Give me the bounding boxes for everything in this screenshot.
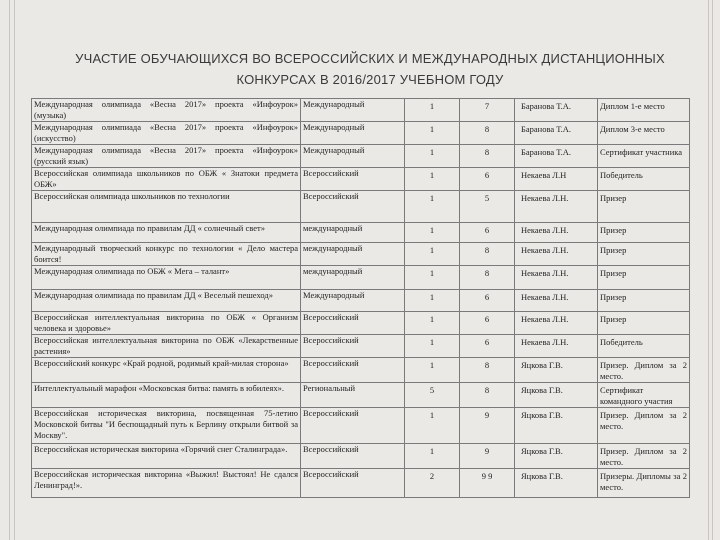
contest-name-cell: Международная олимпиада по ОБЖ « Мега – талант» (32, 266, 301, 290)
level-cell: международный (301, 266, 405, 290)
participants-count-cell: 1 (405, 168, 460, 191)
table-row (32, 358, 690, 383)
level-cell: Всероссийский (301, 168, 405, 191)
level-cell: Всероссийский (301, 444, 405, 469)
contest-name-cell: Международный творческий конкурс по технологии « Дело мастера боится! (32, 243, 301, 266)
grade-cell: 6 (460, 168, 515, 191)
grade-cell: 9 (460, 444, 515, 469)
table-row (32, 168, 690, 191)
contest-name-cell: Всероссийская интеллектуальная викторина по ОБЖ « Организм человека и здоровье» (32, 312, 301, 335)
grade-cell: 8 (460, 122, 515, 145)
result-cell: Призер (598, 266, 690, 290)
table-row (32, 223, 690, 243)
participants-count-cell: 1 (405, 99, 460, 122)
grade-cell: 7 (460, 99, 515, 122)
level-cell: международный (301, 243, 405, 266)
teacher-cell: Некаева Л.Н. (515, 335, 598, 358)
table-row (32, 444, 690, 469)
result-cell: Призер (598, 290, 690, 312)
result-cell: Победитель (598, 168, 690, 191)
teacher-cell: Некаева Л.Н. (515, 191, 598, 223)
result-cell: Сертификат командного участия (598, 383, 690, 408)
decorative-border-line (708, 0, 709, 540)
contest-name-cell: Всероссийская интеллектуальная викторина по ОБЖ «Лекарственные растения» (32, 335, 301, 358)
participants-count-cell: 1 (405, 266, 460, 290)
grade-cell: 8 (460, 243, 515, 266)
teacher-cell: Некаева Л.Н. (515, 243, 598, 266)
result-cell: Призер (598, 223, 690, 243)
decorative-border-line (14, 0, 15, 540)
participants-count-cell: 1 (405, 444, 460, 469)
title-line-1: УЧАСТИЕ ОБУЧАЮЩИХСЯ ВО ВСЕРОССИЙСКИХ И МЕЖДУНАРОДНЫХ ДИСТАНЦИОННЫХ (75, 51, 665, 66)
participants-count-cell: 1 (405, 408, 460, 444)
grade-cell: 6 (460, 223, 515, 243)
result-cell: Диплом 1-е место (598, 99, 690, 122)
teacher-cell: Яцкова Г.В. (515, 469, 598, 498)
level-cell: Международный (301, 99, 405, 122)
participants-count-cell: 1 (405, 335, 460, 358)
result-cell: Победитель (598, 335, 690, 358)
teacher-cell: Некаева Л.Н. (515, 266, 598, 290)
teacher-cell: Некаева Л.Н (515, 168, 598, 191)
result-cell: Призер (598, 312, 690, 335)
teacher-cell: Яцкова Г.В. (515, 408, 598, 444)
result-cell: Призер. Диплом за 2 место. (598, 444, 690, 469)
teacher-cell: Яцкова Г.В. (515, 383, 598, 408)
contest-name-cell: Международная олимпиада по правилам ДД « Веселый пешеход» (32, 290, 301, 312)
participants-count-cell: 1 (405, 312, 460, 335)
participants-count-cell: 1 (405, 145, 460, 168)
grade-cell: 6 (460, 312, 515, 335)
teacher-cell: Некаева Л.Н. (515, 223, 598, 243)
contest-name-cell: Всероссийская историческая викторина «Выжил! Выстоял! Не сдался Ленинград!». (32, 469, 301, 498)
grade-cell: 5 (460, 191, 515, 223)
level-cell: Всероссийский (301, 312, 405, 335)
table-row (32, 383, 690, 408)
contest-name-cell: Всероссийская историческая викторина, посвященная 75-летию Московской битвы "И беспощадный путь к Берлину открыли битвой за Москву". (32, 408, 301, 444)
level-cell: Международный (301, 145, 405, 168)
result-cell: Призеры. Дипломы за 2 место. (598, 469, 690, 498)
grade-cell: 8 (460, 266, 515, 290)
grade-cell: 8 (460, 145, 515, 168)
teacher-cell: Баранова Т.А. (515, 99, 598, 122)
level-cell: международный (301, 223, 405, 243)
result-cell: Призер. Диплом за 2 место. (598, 358, 690, 383)
contest-name-cell: Всероссийская олимпиада школьников по технологии (32, 191, 301, 223)
table-row (32, 312, 690, 335)
participants-count-cell: 1 (405, 243, 460, 266)
participants-count-cell: 5 (405, 383, 460, 408)
level-cell: Региональный (301, 383, 405, 408)
decorative-border-line (712, 0, 713, 540)
contest-name-cell: Международная олимпиада по правилам ДД « солнечный свет» (32, 223, 301, 243)
table-row (32, 469, 690, 498)
decorative-border-line (9, 0, 10, 540)
table-row (32, 99, 690, 122)
level-cell: Всероссийский (301, 191, 405, 223)
level-cell: Всероссийский (301, 408, 405, 444)
title-line-2: КОНКУРСАХ В 2016/2017 УЧЕБНОМ ГОДУ (236, 72, 504, 87)
grade-cell: 9 9 (460, 469, 515, 498)
level-cell: Всероссийский (301, 335, 405, 358)
result-cell: Призер. Диплом за 2 место. (598, 408, 690, 444)
participants-count-cell: 1 (405, 191, 460, 223)
grade-cell: 9 (460, 408, 515, 444)
result-cell: Призер (598, 243, 690, 266)
participants-count-cell: 1 (405, 290, 460, 312)
table-row (32, 408, 690, 444)
teacher-cell: Яцкова Г.В. (515, 444, 598, 469)
teacher-cell: Баранова Т.А. (515, 145, 598, 168)
teacher-cell: Яцкова Г.В. (515, 358, 598, 383)
table-row (32, 243, 690, 266)
table-row (32, 266, 690, 290)
level-cell: Международный (301, 290, 405, 312)
contest-name-cell: Всероссийская олимпиада школьников по ОБЖ « Знатоки предмета ОБЖ» (32, 168, 301, 191)
teacher-cell: Баранова Т.А. (515, 122, 598, 145)
table-row (32, 145, 690, 168)
participants-count-cell: 1 (405, 358, 460, 383)
result-cell: Диплом 3-е место (598, 122, 690, 145)
contests-table (31, 98, 690, 498)
table-row (32, 122, 690, 145)
level-cell: Международный (301, 122, 405, 145)
level-cell: Всероссийский (301, 469, 405, 498)
result-cell: Призер (598, 191, 690, 223)
participants-count-cell: 2 (405, 469, 460, 498)
grade-cell: 6 (460, 290, 515, 312)
grade-cell: 8 (460, 358, 515, 383)
teacher-cell: Некаева Л.Н. (515, 312, 598, 335)
teacher-cell: Некаева Л.Н. (515, 290, 598, 312)
table-row (32, 290, 690, 312)
contest-name-cell: Международная олимпиада «Весна 2017» проекта «Инфоурок» (музыка) (32, 99, 301, 122)
contest-name-cell: Всероссийская историческая викторина «Горячий снег Сталинграда». (32, 444, 301, 469)
grade-cell: 6 (460, 335, 515, 358)
table-row (32, 191, 690, 223)
page-title (40, 48, 700, 90)
level-cell: Всероссийский (301, 358, 405, 383)
table-row (32, 335, 690, 358)
contest-name-cell: Международная олимпиада «Весна 2017» проекта «Инфоурок» (искусство) (32, 122, 301, 145)
contest-name-cell: Всероссийский конкурс «Край родной, родимый край-милая сторона» (32, 358, 301, 383)
participants-count-cell: 1 (405, 223, 460, 243)
grade-cell: 8 (460, 383, 515, 408)
contest-name-cell: Интеллектуальный марафон «Московская битва: память в юбилеях». (32, 383, 301, 408)
participants-count-cell: 1 (405, 122, 460, 145)
contest-name-cell: Международная олимпиада «Весна 2017» проекта «Инфоурок» (русский язык) (32, 145, 301, 168)
result-cell: Сертификат участника (598, 145, 690, 168)
